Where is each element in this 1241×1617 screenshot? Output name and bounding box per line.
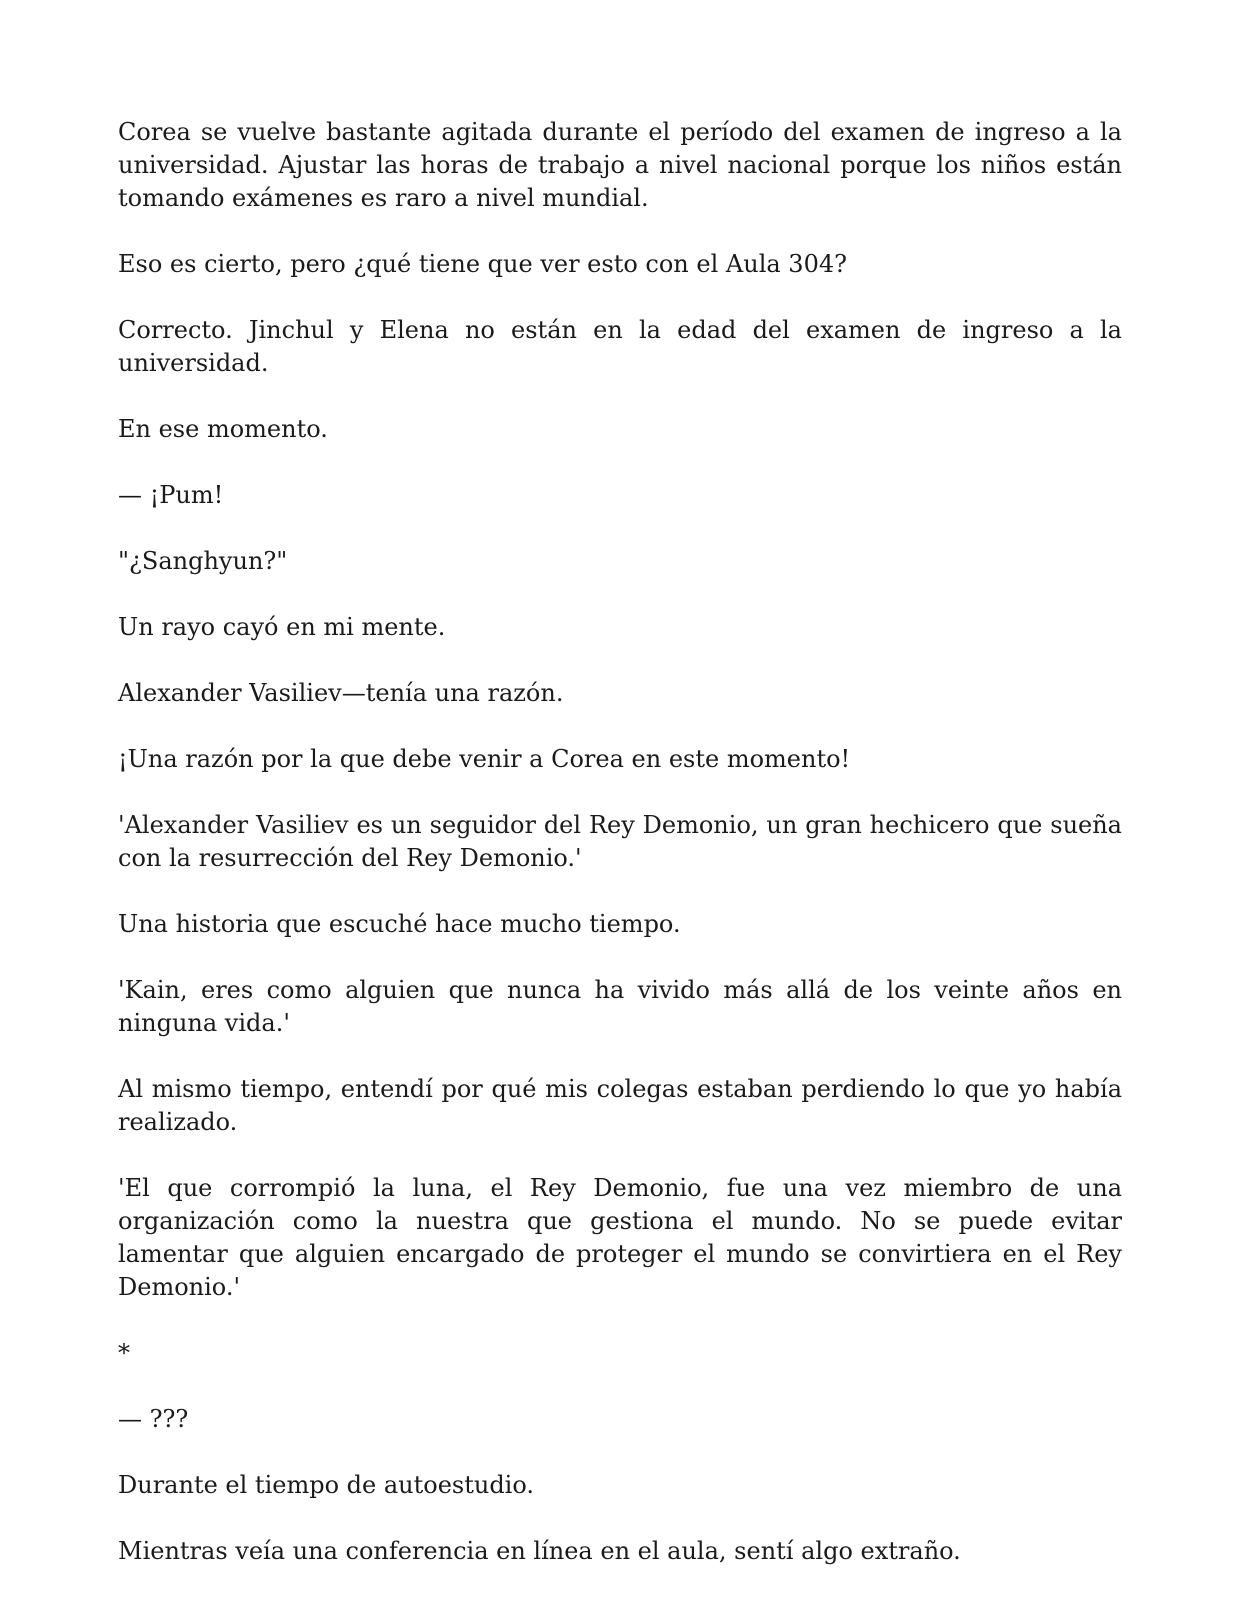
paragraph: 'Alexander Vasiliev es un seguidor del Rey Demonio, un gran hechicero que sueña con la resurrección del Rey Demonio.' — [118, 811, 1122, 872]
paragraph: — ¡Pum! — [118, 481, 224, 509]
paragraph: Mientras veía una conferencia en línea en el aula, sentí algo extraño. — [118, 1537, 961, 1565]
paragraph: Un rayo cayó en mi mente. — [118, 613, 446, 641]
paragraph: Corea se vuelve bastante agitada durante el período del examen de ingreso a la universidad. Ajustar las horas de trabajo a nivel nacional porque los niños están tomando exámenes es raro a nivel mundial. — [118, 118, 1122, 212]
paragraph: 'El que corrompió la luna, el Rey Demonio, fue una vez miembro de una organización como la nuestra que gestiona el mundo. No se puede evitar lamentar que alguien encargado de proteger el mundo se convirtiera en el Rey Demonio.' — [118, 1174, 1122, 1301]
paragraph: Una historia que escuché hace mucho tiempo. — [118, 910, 681, 938]
paragraph: ¡Una razón por la que debe venir a Corea en este momento! — [118, 745, 851, 773]
paragraph: — ??? — [118, 1405, 189, 1433]
paragraph: Correcto. Jinchul y Elena no están en la edad del examen de ingreso a la universidad. — [118, 316, 1122, 377]
paragraph: "¿Sanghyun?" — [118, 547, 288, 575]
section-break: * — [118, 1339, 130, 1367]
paragraph: Alexander Vasiliev—tenía una razón. — [118, 679, 564, 707]
paragraph: 'Kain, eres como alguien que nunca ha vivido más allá de los veinte años en ninguna vida.' — [118, 976, 1122, 1037]
paragraph: Eso es cierto, pero ¿qué tiene que ver esto con el Aula 304? — [118, 250, 847, 278]
text-column — [118, 116, 1122, 1601]
paragraph: Al mismo tiempo, entendí por qué mis colegas estaban perdiendo lo que yo había realizado. — [118, 1075, 1122, 1136]
paragraph: En ese momento. — [118, 415, 328, 443]
paragraph: Durante el tiempo de autoestudio. — [118, 1471, 535, 1499]
